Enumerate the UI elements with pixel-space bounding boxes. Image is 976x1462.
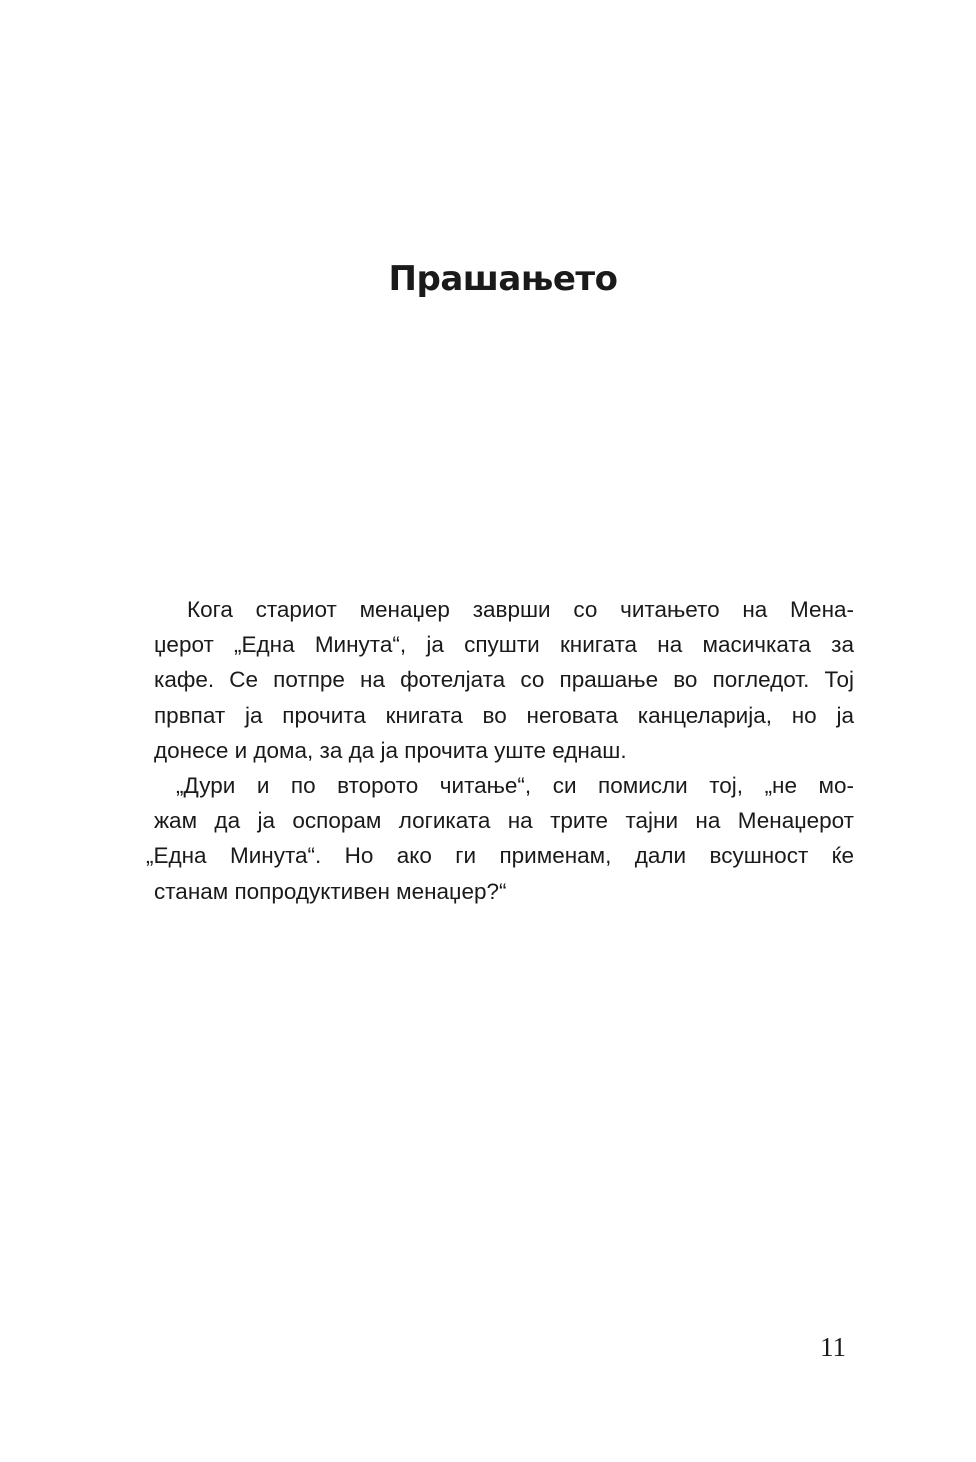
text-line: „Дури и по второто читање“, си помисли тој, „не мо- <box>176 772 854 798</box>
text-line: првпат ја прочита книгата во неговата канцеларија, но ја <box>154 702 854 728</box>
text-line: џерот „Една Минута“, ја спушти книгата на масичката за <box>154 632 854 658</box>
text-line: станам попродуктивен менаџер?“ <box>154 878 507 904</box>
chapter-title: Прашањето <box>388 258 618 299</box>
page-number: 11 <box>820 1332 846 1362</box>
text-line: донесе и дома, за да ја прочита уште еднаш. <box>154 737 627 763</box>
text-line: жам да ја оспорам логиката на трите тајни на Менаџерот <box>154 808 854 834</box>
paragraph <box>146 768 854 909</box>
body-text <box>146 592 854 909</box>
text-line: Кога стариот менаџер заврши со читањето на Мена- <box>187 597 854 622</box>
text-line: кафе. Се потпре на фотелјата со прашање во погледот. Тој <box>154 667 854 693</box>
text-line: „Една Минута“. Но ако ги применам, дали всушност ќе <box>146 843 854 869</box>
paragraph <box>154 592 854 768</box>
